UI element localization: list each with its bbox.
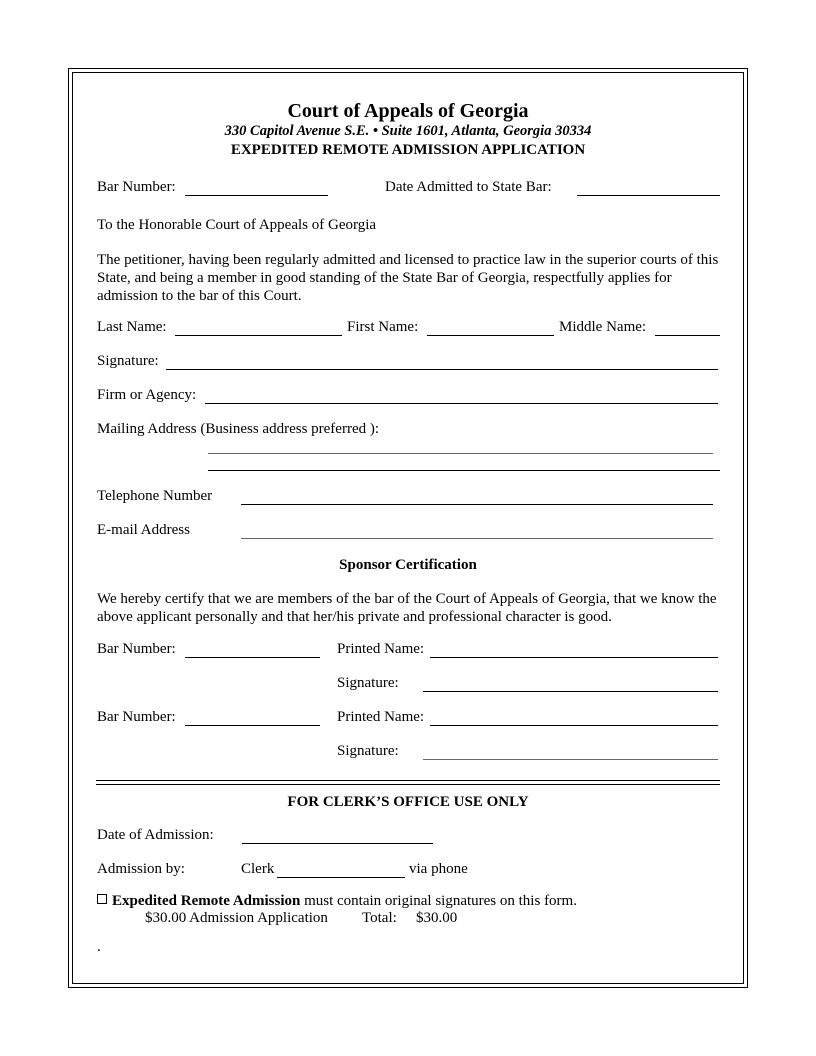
sponsor-2-printed-name-field[interactable] <box>430 725 718 726</box>
sponsor-1-printed-name-field[interactable] <box>430 657 718 658</box>
sponsor-heading: Sponsor Certification <box>339 557 477 573</box>
salutation: To the Honorable Court of Appeals of Georgia <box>97 217 377 233</box>
expedited-remote-admission-line <box>97 894 577 909</box>
fee-line: $30.00 Admission Application <box>145 910 328 926</box>
expedited-checkbox[interactable] <box>97 894 107 904</box>
sponsor-2-printed-name-label: Printed Name: <box>337 709 425 725</box>
mailing-address-label: Mailing Address (Business address preferred ): <box>97 421 380 437</box>
bar-number-field[interactable] <box>185 195 328 196</box>
sponsor-1-signature-label: Signature: <box>337 675 399 691</box>
clerk-name-field[interactable] <box>277 877 405 878</box>
expedited-bold-text: Expedited Remote Admission <box>112 893 301 909</box>
firm-field[interactable] <box>205 403 718 404</box>
first-name-field[interactable] <box>427 335 554 336</box>
trailing-mark: . <box>97 939 101 955</box>
mailing-address-line-1[interactable] <box>208 453 713 454</box>
sponsor-1-bar-number-label: Bar Number: <box>97 641 176 657</box>
total-value: $30.00 <box>416 910 458 926</box>
petition-text: The petitioner, having been regularly admitted and licensed to practice law in the superior courts of this State, and being a member in good standing of the State Bar of Georgia, respectfully applies for admission to the bar of this Court. <box>97 252 719 304</box>
admission-by-label: Admission by: <box>97 861 185 877</box>
middle-name-field[interactable] <box>655 335 720 336</box>
telephone-label: Telephone Number <box>97 488 213 504</box>
sponsor-2-signature-field[interactable] <box>423 759 718 760</box>
first-name-label: First Name: <box>347 319 419 335</box>
signature-label: Signature: <box>97 353 159 369</box>
total-label: Total: <box>362 910 397 926</box>
sponsor-2-bar-number-field[interactable] <box>185 725 320 726</box>
court-name: Court of Appeals of Georgia <box>287 100 529 122</box>
sponsor-1-bar-number-field[interactable] <box>185 657 320 658</box>
divider-rule-top <box>96 780 720 781</box>
signature-field[interactable] <box>166 369 718 370</box>
mailing-address-line-2[interactable] <box>208 470 720 471</box>
clerk-heading: FOR CLERK’S OFFICE USE ONLY <box>287 794 529 810</box>
via-phone-label: via phone <box>409 861 468 877</box>
email-label: E-mail Address <box>97 522 190 538</box>
form-title: EXPEDITED REMOTE ADMISSION APPLICATION <box>230 142 586 158</box>
divider-rule-bottom <box>96 784 720 785</box>
email-field[interactable] <box>241 538 713 539</box>
date-admitted-field[interactable] <box>577 195 720 196</box>
court-address: 330 Capitol Avenue S.E. • Suite 1601, Atlanta, Georgia 30334 <box>224 123 592 139</box>
last-name-label: Last Name: <box>97 319 167 335</box>
sponsor-2-bar-number-label: Bar Number: <box>97 709 176 725</box>
bar-number-label: Bar Number: <box>97 179 176 195</box>
sponsor-1-signature-field[interactable] <box>423 691 718 692</box>
date-admitted-label: Date Admitted to State Bar: <box>385 179 552 195</box>
clerk-label: Clerk <box>241 861 275 877</box>
date-of-admission-field[interactable] <box>242 843 433 844</box>
firm-label: Firm or Agency: <box>97 387 197 403</box>
telephone-field[interactable] <box>241 504 713 505</box>
sponsor-2-signature-label: Signature: <box>337 743 399 759</box>
expedited-rest-text: must contain original signatures on this form. <box>304 893 577 909</box>
sponsor-1-printed-name-label: Printed Name: <box>337 641 425 657</box>
middle-name-label: Middle Name: <box>559 319 647 335</box>
date-of-admission-label: Date of Admission: <box>97 827 214 843</box>
last-name-field[interactable] <box>175 335 342 336</box>
sponsor-certification-text: We hereby certify that we are members of the bar of the Court of Appeals of Georgia, that we know the above applicant personally and that her/his private and professional character is good. <box>97 591 717 625</box>
